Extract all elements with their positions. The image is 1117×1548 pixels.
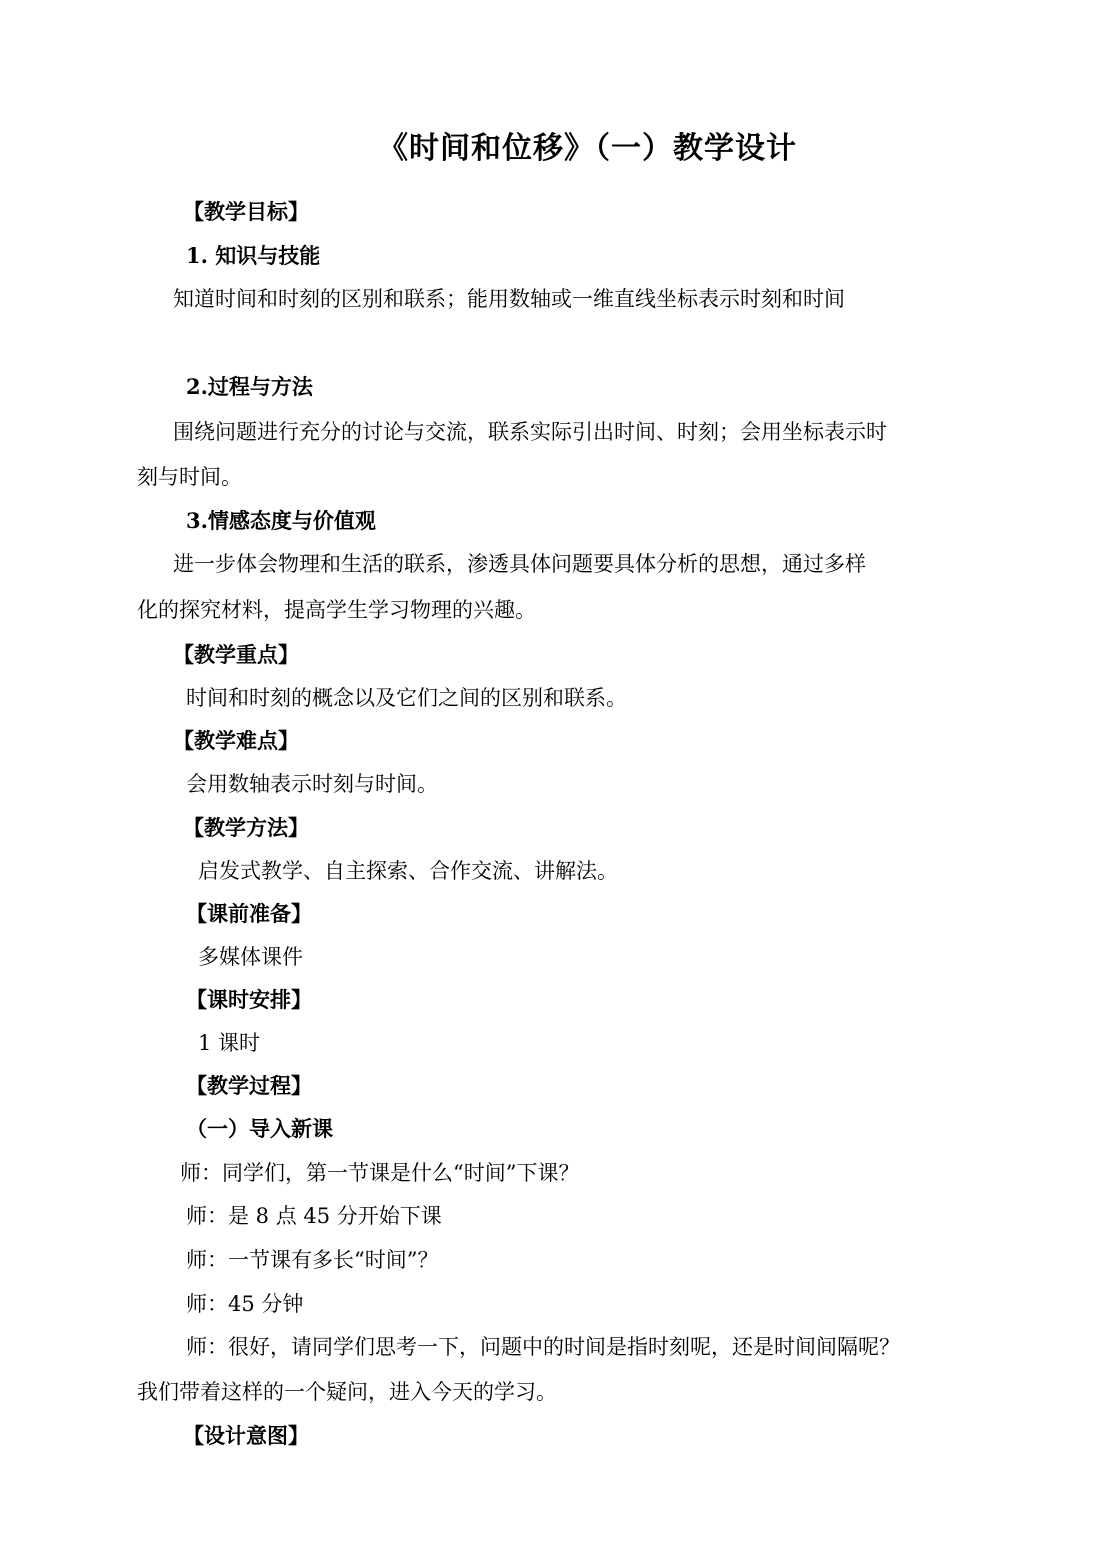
preparation-heading: 【课前准备】 [186, 901, 312, 926]
knowledge-skills-text: 知道时间和时刻的区别和联系；能用数轴或一维直线坐标表示时刻和时间 [173, 287, 845, 311]
process-method-text-line1: 围绕问题进行充分的讨论与交流，联系实际引出时间、时刻；会用坐标表示时 [173, 420, 887, 444]
dialogue-line: 师：很好，请同学们思考一下，问题中的时间是指时刻呢，还是时间间隔呢？ [186, 1335, 900, 1359]
dialogue-line: 师：是 8 点 45 分开始下课 [186, 1204, 442, 1228]
difficulties-text: 会用数轴表示时刻与时间。 [186, 772, 438, 796]
preparation-text: 多媒体课件 [198, 945, 303, 969]
dialogue-line: 我们带着这样的一个疑问，进入今天的学习。 [137, 1380, 557, 1404]
emotion-values-text-line2: 化的探究材料，提高学生学习物理的兴趣。 [137, 598, 536, 622]
objectives-heading: 【教学目标】 [183, 199, 309, 224]
methods-text: 启发式教学、自主探索、合作交流、讲解法。 [198, 859, 618, 883]
knowledge-skills-heading: 1. 知识与技能 [186, 243, 321, 268]
process-method-text-line2: 刻与时间。 [137, 465, 242, 489]
key-points-text: 时间和时刻的概念以及它们之间的区别和联系。 [186, 686, 627, 710]
intro-subheading: （一）导入新课 [186, 1116, 333, 1141]
document-title: 《时间和位移》（一）教学设计 [378, 131, 797, 166]
design-intent-heading: 【设计意图】 [183, 1423, 309, 1448]
emotion-values-text-line1: 进一步体会物理和生活的联系，渗透具体问题要具体分析的思想，通过多样 [173, 552, 866, 576]
teaching-process-heading: 【教学过程】 [186, 1073, 312, 1098]
difficulties-heading: 【教学难点】 [173, 728, 299, 753]
dialogue-line: 师：同学们，第一节课是什么“时间”下课？ [180, 1161, 580, 1185]
emotion-values-heading: 3.情感态度与价值观 [186, 508, 376, 533]
key-points-heading: 【教学重点】 [173, 642, 299, 667]
schedule-text: 1 课时 [198, 1031, 261, 1055]
methods-heading: 【教学方法】 [183, 815, 309, 840]
process-method-heading: 2.过程与方法 [186, 374, 313, 399]
dialogue-line: 师：一节课有多长“时间”？ [186, 1248, 439, 1272]
schedule-heading: 【课时安排】 [186, 987, 312, 1012]
dialogue-line: 师：45 分钟 [186, 1292, 304, 1316]
